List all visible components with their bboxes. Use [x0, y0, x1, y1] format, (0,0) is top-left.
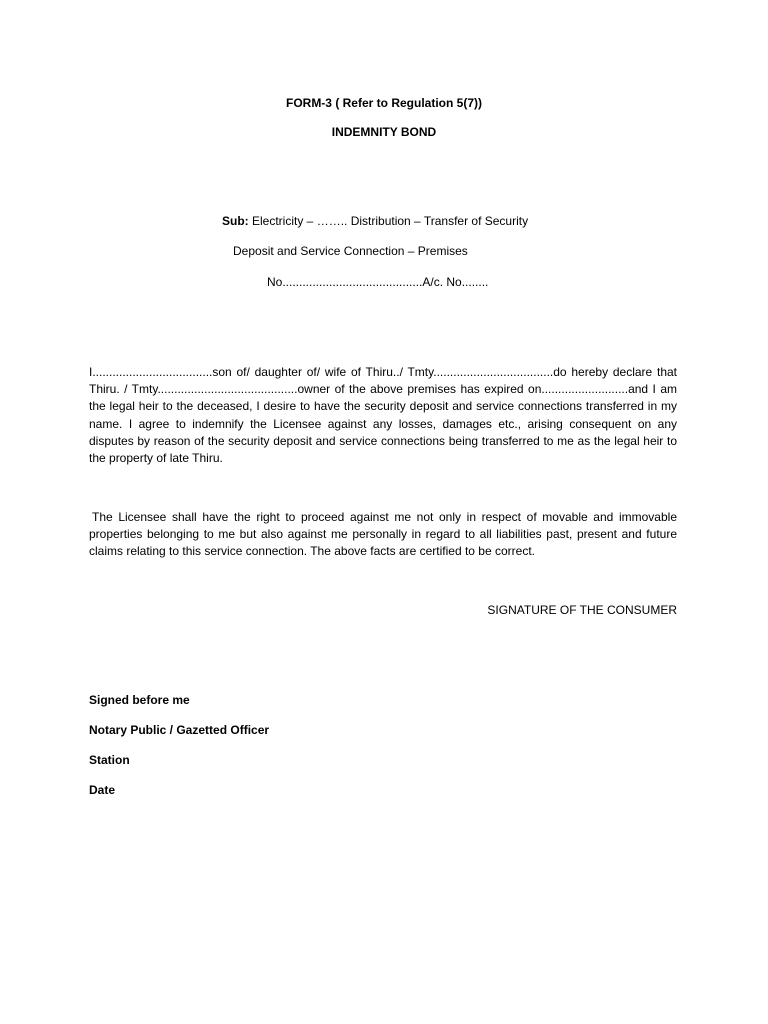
- subject-label: Sub:: [222, 214, 249, 228]
- subject-line-3: No..........................................A/c. No........: [267, 275, 489, 289]
- consumer-signature-label: SIGNATURE OF THE CONSUMER: [487, 603, 677, 617]
- notary-label: Notary Public / Gazetted Officer: [89, 723, 270, 737]
- form-title: FORM-3 ( Refer to Regulation 5(7)): [285, 96, 482, 110]
- date-label: Date: [89, 783, 116, 797]
- station-label: Station: [89, 753, 130, 767]
- signed-before-label: Signed before me: [89, 693, 190, 707]
- subject-line-1: [222, 214, 528, 228]
- subject-line-2: Deposit and Service Connection – Premises: [233, 244, 468, 258]
- subject-text-1: Electricity – …….. Distribution – Transfer of Security: [248, 214, 529, 228]
- liability-paragraph-wrapper: [89, 509, 677, 561]
- document-title: INDEMNITY BOND: [331, 125, 437, 139]
- liability-paragraph: The Licensee shall have the right to proceed against me not only in respect of movable and immovable properties belonging to me but also against me personally in regard to all liabilities past, present and future claims relating to this service connection. The above facts are certified to be correct.: [89, 510, 677, 559]
- declaration-paragraph: I....................................son of/ daughter of/ wife of Thiru../ Tmty....................................do hereby declare that Thiru. / Tmty..........................................owner of the above premises has expired on..........................and I am the legal heir to the deceased, I desire to have the security deposit and service connections transferred in my name. I agree to indemnify the Licensee against any losses, damages etc., arising consequent on any disputes by reason of the security deposit and service connections being transferred to me as the legal heir to the property of late Thiru.: [89, 365, 677, 466]
